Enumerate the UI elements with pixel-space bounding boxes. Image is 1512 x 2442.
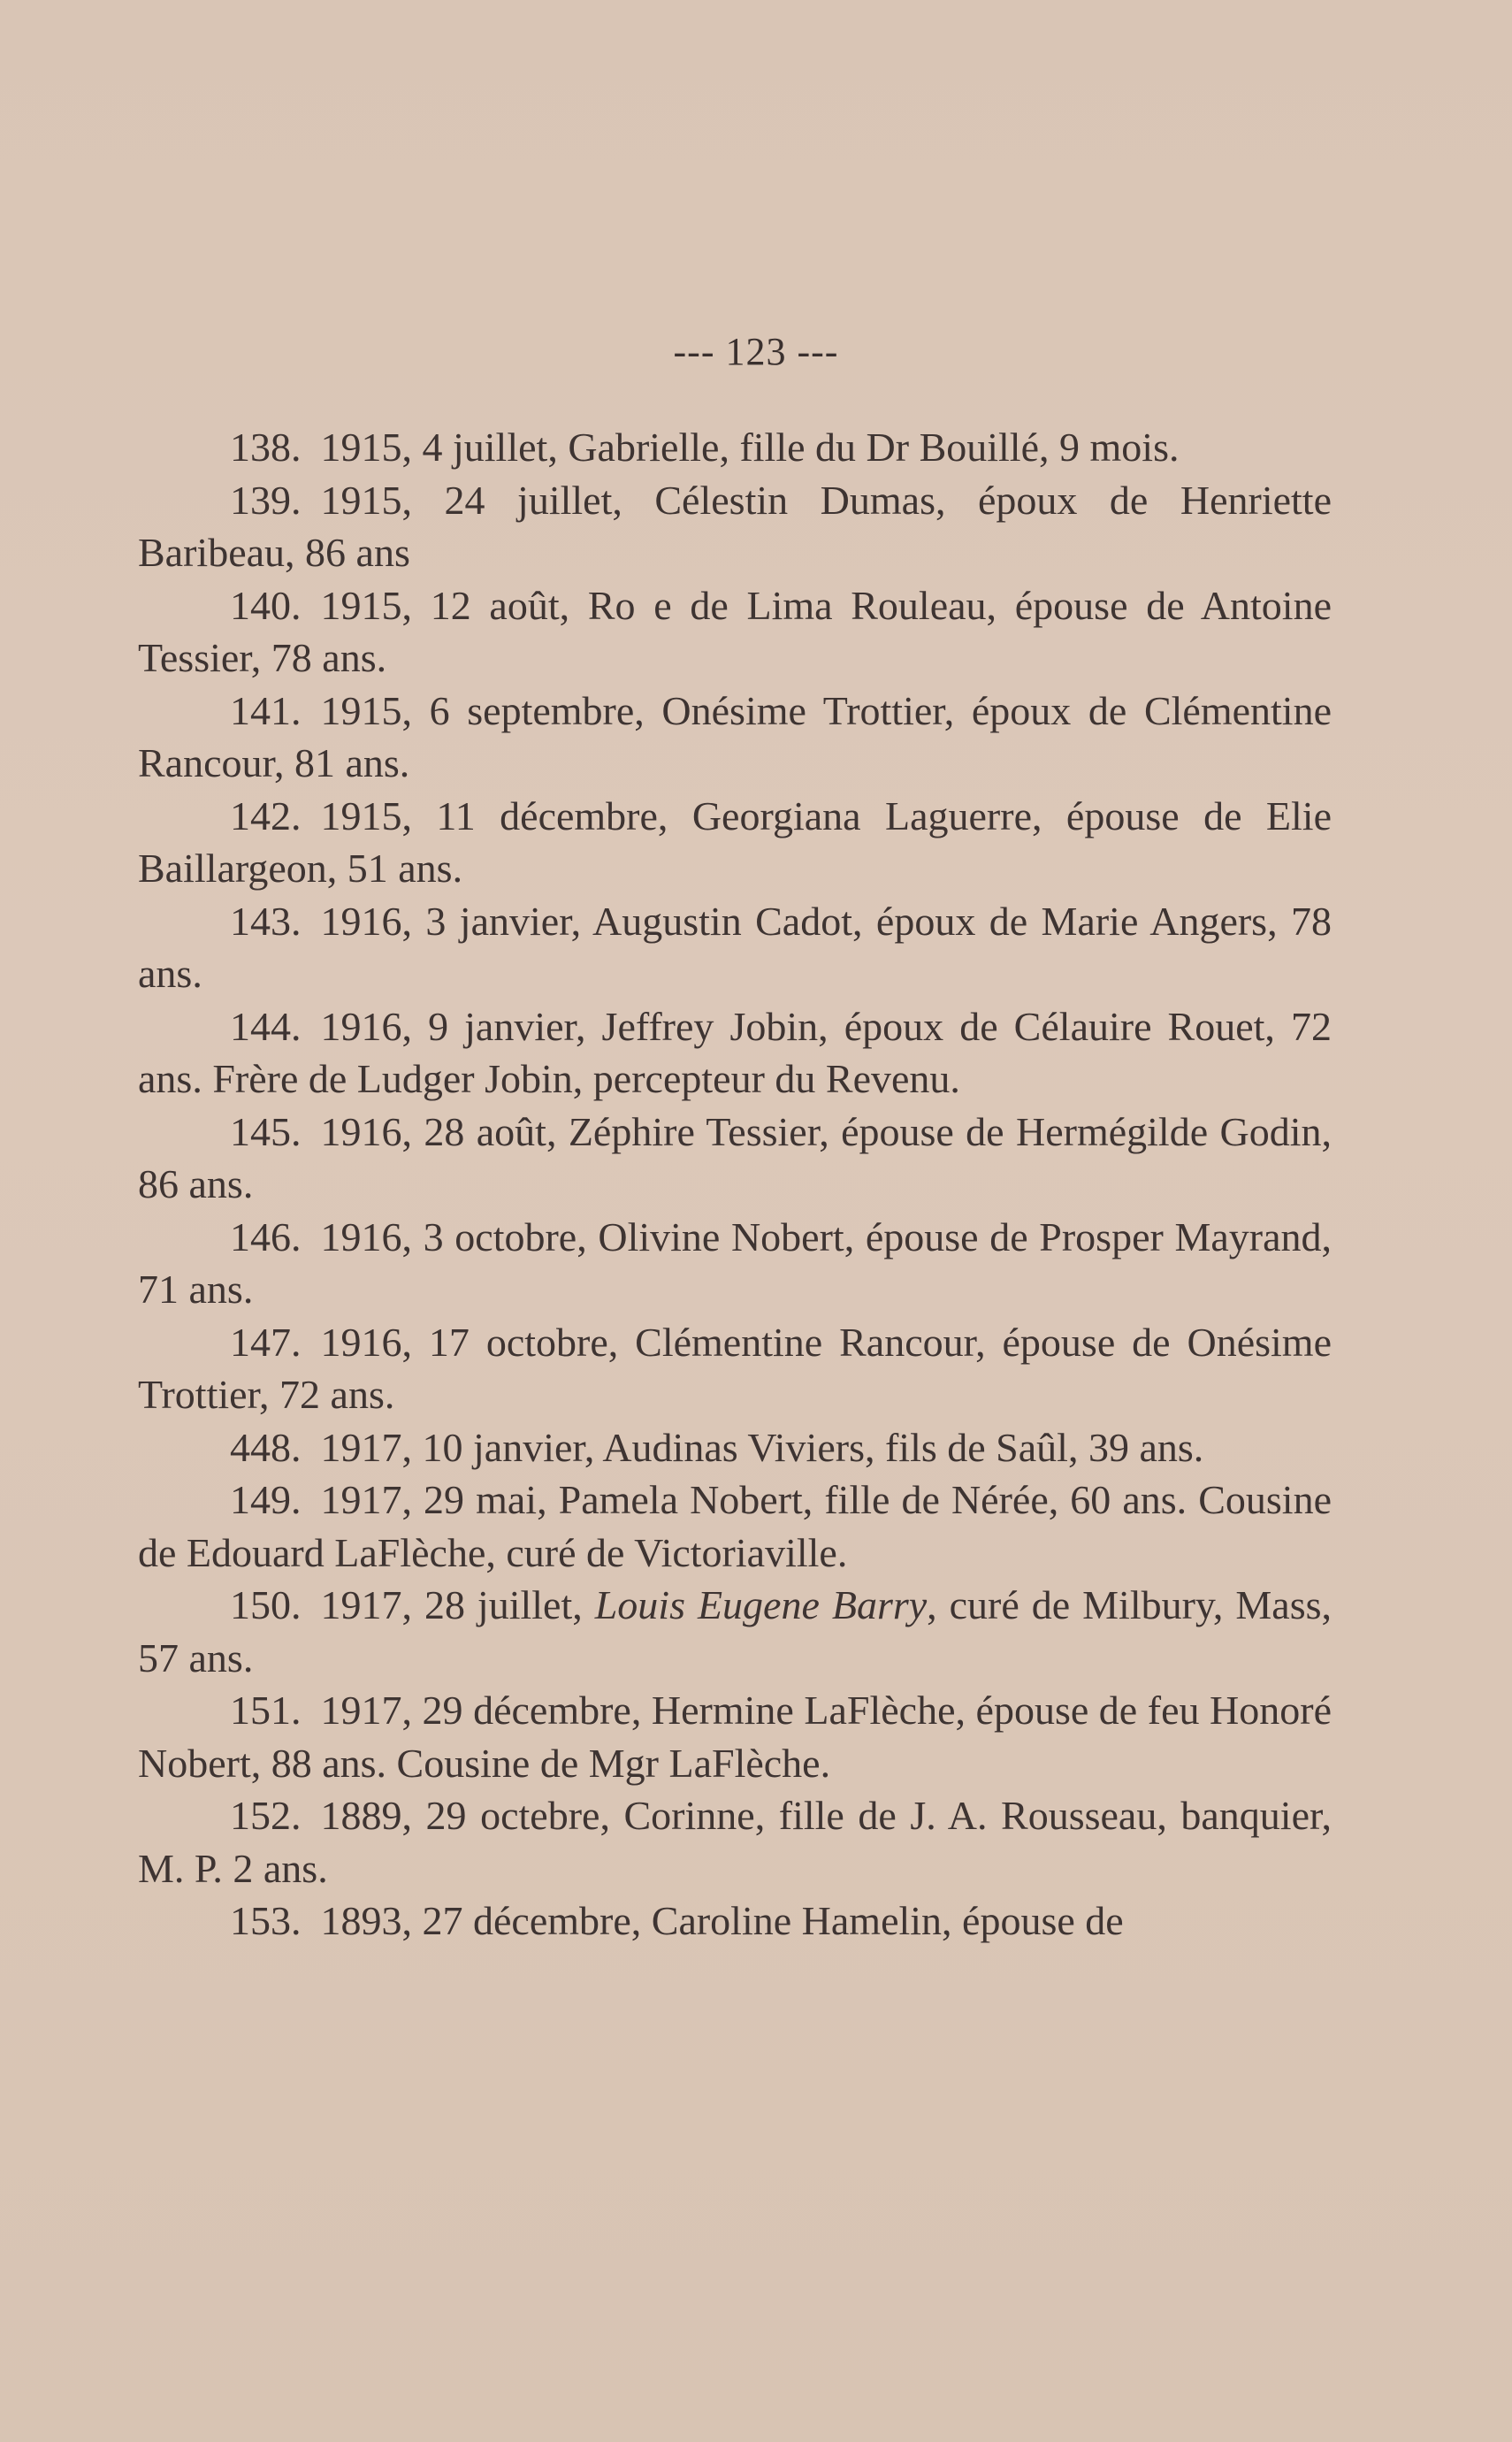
- entry-number: 142.: [230, 792, 302, 838]
- entry-number: 143.: [230, 898, 302, 944]
- entry-number: 146.: [230, 1213, 302, 1259]
- entry-number: 448.: [230, 1424, 302, 1470]
- entry-number: 140.: [230, 582, 302, 628]
- entry-text: 1915, 11 décembre, Georgiana Laguerre, épouse de Elie Baillargeon, 51 ans.: [138, 792, 1332, 891]
- entry-number: 149.: [230, 1477, 302, 1522]
- entry-149: [138, 1474, 1332, 1579]
- entry-number: 139.: [230, 477, 302, 523]
- entry-143: [138, 895, 1332, 1000]
- entry-text-after: , curé de Milbury, Mass, 57 ans.: [138, 1582, 1333, 1680]
- entry-italic-name: Louis Eugene Barry: [594, 1582, 928, 1627]
- entry-148: [138, 1421, 1332, 1474]
- entry-text: 1889, 29 octebre, Corinne, fille de J. A. Rousseau, banquier, M. P. 2 ans.: [138, 1793, 1332, 1891]
- entry-141: [138, 685, 1332, 790]
- entry-152: [138, 1789, 1332, 1895]
- entry-151: [138, 1684, 1332, 1789]
- entry-145: [138, 1106, 1332, 1211]
- entry-number: 151.: [230, 1688, 302, 1733]
- entry-text: 1916, 9 janvier, Jeffrey Jobin, époux de Célauire Rouet, 72 ans. Frère de Ludger Jobin, percepteur du Revenu.: [138, 1003, 1332, 1101]
- entry-139: [138, 474, 1332, 579]
- entry-text: 1916, 17 octobre, Clémentine Rancour, épouse de Onésime Trottier, 72 ans.: [138, 1319, 1332, 1417]
- entry-147: [138, 1316, 1332, 1421]
- page-number: --- 123 ---: [673, 330, 839, 373]
- entry-153: [138, 1895, 1332, 1948]
- entry-number: 141.: [230, 687, 302, 733]
- entry-number: 153.: [230, 1898, 302, 1943]
- entry-text: 1915, 12 août, Ro e de Lima Rouleau, épouse de Antoine Tessier, 78 ans.: [138, 582, 1332, 680]
- entry-text: 1916, 3 octobre, Olivine Nobert, épouse de Prosper Mayrand, 71 ans.: [138, 1213, 1332, 1312]
- entry-text: 1917, 10 janvier, Audinas Viviers, fils de Saûl, 39 ans.: [320, 1424, 1204, 1470]
- entry-number: 147.: [230, 1319, 302, 1365]
- entry-text: 1917, 29 décembre, Hermine LaFlèche, épouse de feu Honoré Nobert, 88 ans. Cousine de Mgr LaFlèche.: [138, 1688, 1332, 1786]
- entry-text: 1915, 24 juillet, Célestin Dumas, époux de Henriette Baribeau, 86 ans: [138, 477, 1332, 575]
- entry-number: 138.: [230, 425, 302, 470]
- entry-text-before: 1917, 28 juillet,: [320, 1582, 595, 1627]
- entry-140: [138, 579, 1332, 685]
- entry-text: 1893, 27 décembre, Caroline Hamelin, épouse de: [320, 1898, 1124, 1943]
- entry-number: 144.: [230, 1003, 302, 1049]
- entry-text: 1917, 29 mai, Pamela Nobert, fille de Nérée, 60 ans. Cousine de Edouard LaFlèche, curé de Victoriaville.: [138, 1477, 1332, 1575]
- entry-146: [138, 1211, 1332, 1316]
- entry-number: 152.: [230, 1793, 302, 1838]
- entry-144: [138, 1000, 1332, 1106]
- entry-text: 1915, 6 septembre, Onésime Trottier, époux de Clémentine Rancour, 81 ans.: [138, 687, 1332, 785]
- death-register-list: [138, 421, 1332, 1948]
- entry-text: 1916, 28 août, Zéphire Tessier, épouse de Hermégilde Godin, 86 ans.: [138, 1108, 1332, 1206]
- entry-text: 1915, 4 juillet, Gabrielle, fille du Dr Bouillé, 9 mois.: [320, 425, 1180, 470]
- entry-text: 1916, 3 janvier, Augustin Cadot, époux de Marie Angers, 78 ans.: [138, 898, 1332, 996]
- entry-138: [138, 421, 1332, 474]
- entry-142: [138, 790, 1332, 895]
- entry-number: 145.: [230, 1108, 302, 1154]
- entry-150: [138, 1579, 1332, 1684]
- entry-number: 150.: [230, 1582, 302, 1627]
